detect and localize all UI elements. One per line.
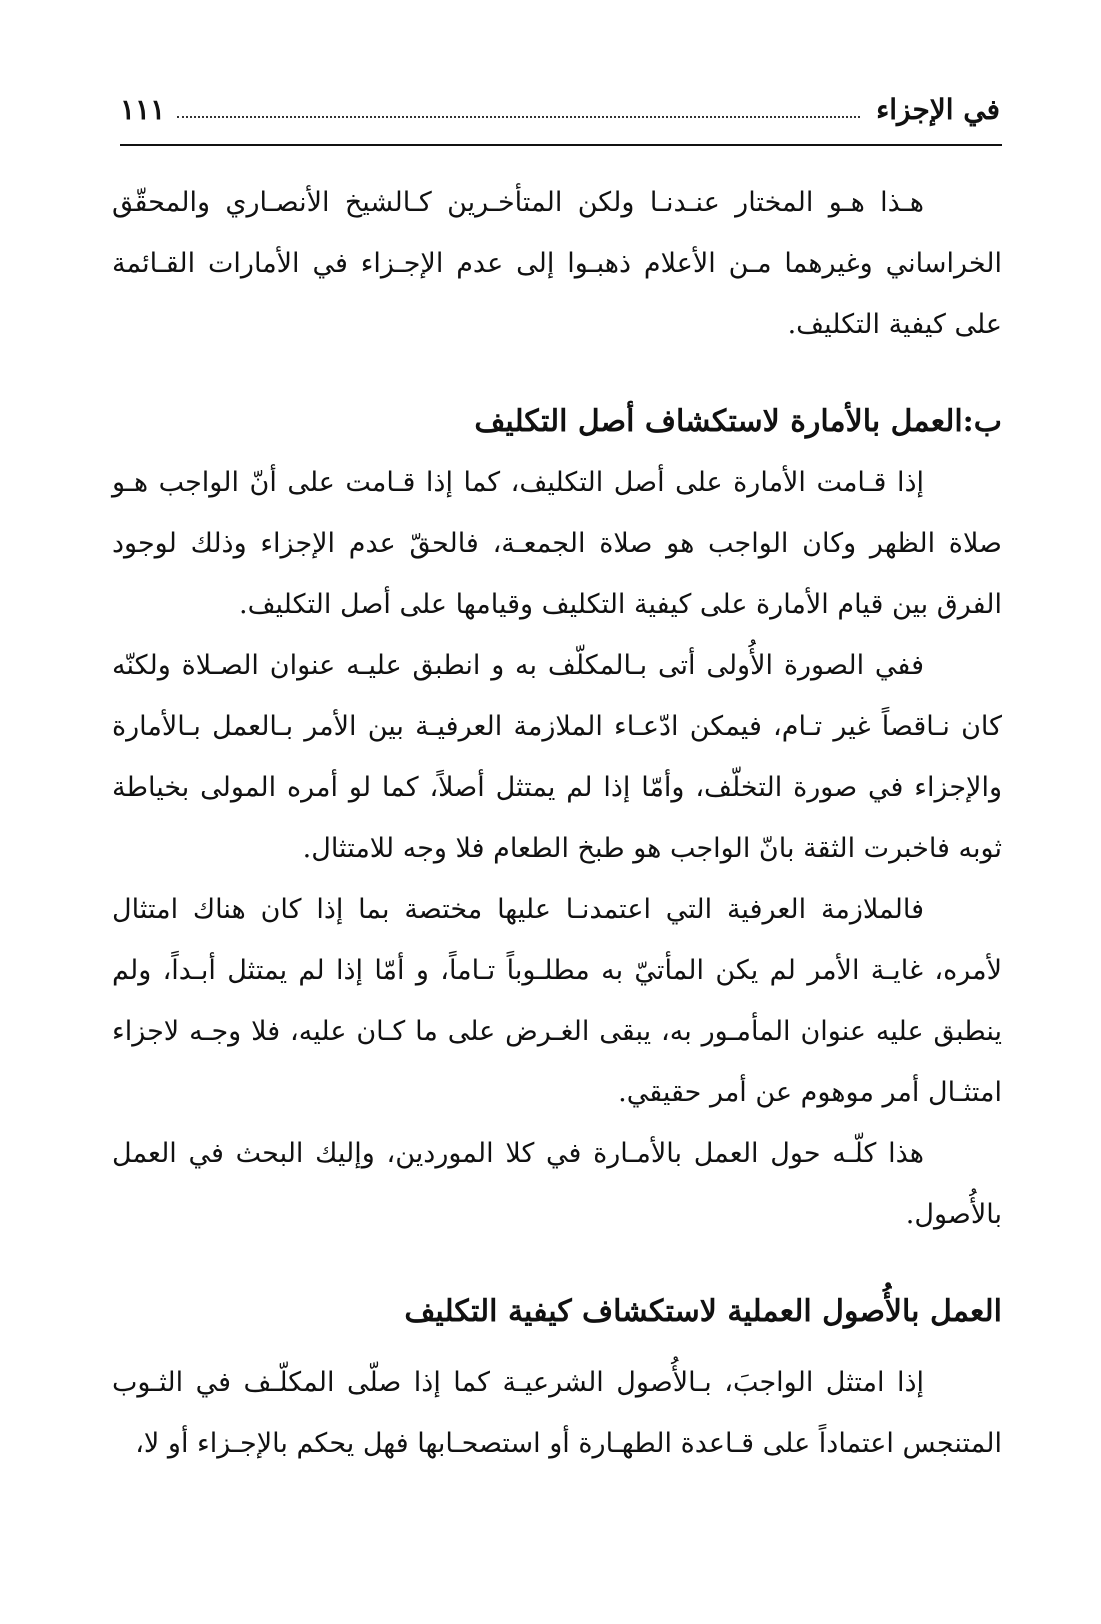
paragraph-2: إذا قـامت الأمارة على أصل التكليف، كما إذا قـامت على أنّ الواجب هـو صلاة الظهر وكان الواجب هو صلاة الجمعـة، فالحقّ عدم الإجزاء وذلك لوجود الفرق بين قيام الأمارة على كيفية التكليف وقيامها على أصل التكليف. bbox=[112, 467, 1002, 620]
spacer bbox=[112, 1342, 1002, 1352]
paragraph-6: إذا امتثل الواجبَ، بـالأُصول الشرعيـة كما إذا صلّى المكلّـف في الثـوب المتنجس اعتماداً على قـاعدة الطهـارة أو استصحـابها فهل يحكم بالإجـزاء أو لا، bbox=[112, 1367, 1002, 1459]
header-rule bbox=[120, 144, 1002, 146]
section-heading-b: ب:العمل بالأمارة لاستكشاف أصل التكليف bbox=[474, 404, 1002, 439]
running-title: في الإجزاء bbox=[876, 93, 1000, 126]
leader-dots bbox=[177, 116, 860, 118]
paragraph-5: هذا كلّـه حول العمل بالأمـارة في كلا الموردين، وإليك البحث في العمل بالأُصول. bbox=[112, 1138, 1002, 1230]
paragraph-4: فالملازمة العرفية التي اعتمدنـا عليها مختصة بما إذا كان هناك امتثال لأمره، غايـة الأمر لم يكن المأتيّ به مطلـوباً تـاماً، و أمّا إذا لم يمتثل أبـداً، ولم ينطبق عليه عنوان المأمـور به، يبقى الغـرض على ما كـان عليه، فلا وجـه لاجزاء امتثـال أمر موهوم عن أمر حقيقي. bbox=[112, 894, 1002, 1108]
page-number: ١١١ bbox=[120, 93, 166, 126]
page-header bbox=[120, 86, 1000, 126]
spacer bbox=[112, 355, 1002, 391]
paragraph-3: ففي الصورة الأُولى أتى بـالمكلّف به و انطبق عليـه عنوان الصـلاة ولكنّه كان نـاقصاً غير تـام، فيمكن ادّعـاء الملازمة العرفيـة بين الأمر بـالعمل بـالأمارة والإجزاء في صورة التخلّف، وأمّا إذا لم يمتثل أصلاً، كما لو أمره المولى بخياطة ثوبه فاخبرت الثقة بانّ الواجب هو طبخ الطعام فلا وجه للامتثال. bbox=[112, 650, 1002, 864]
spacer bbox=[112, 1245, 1002, 1281]
paragraph-1: هـذا هـو المختار عنـدنـا ولكن المتأخـرين كـالشيخ الأنصـاري والمحقّق الخراساني وغيرهما مـن الأعلام ذهبـوا إلى عدم الإجـزاء في الأمارات القـائمة على كيفية التكليف. bbox=[112, 187, 1002, 340]
section-heading-c: العمل بالأُصول العملية لاستكشاف كيفية التكليف bbox=[404, 1294, 1002, 1329]
page-body bbox=[112, 172, 1002, 1474]
